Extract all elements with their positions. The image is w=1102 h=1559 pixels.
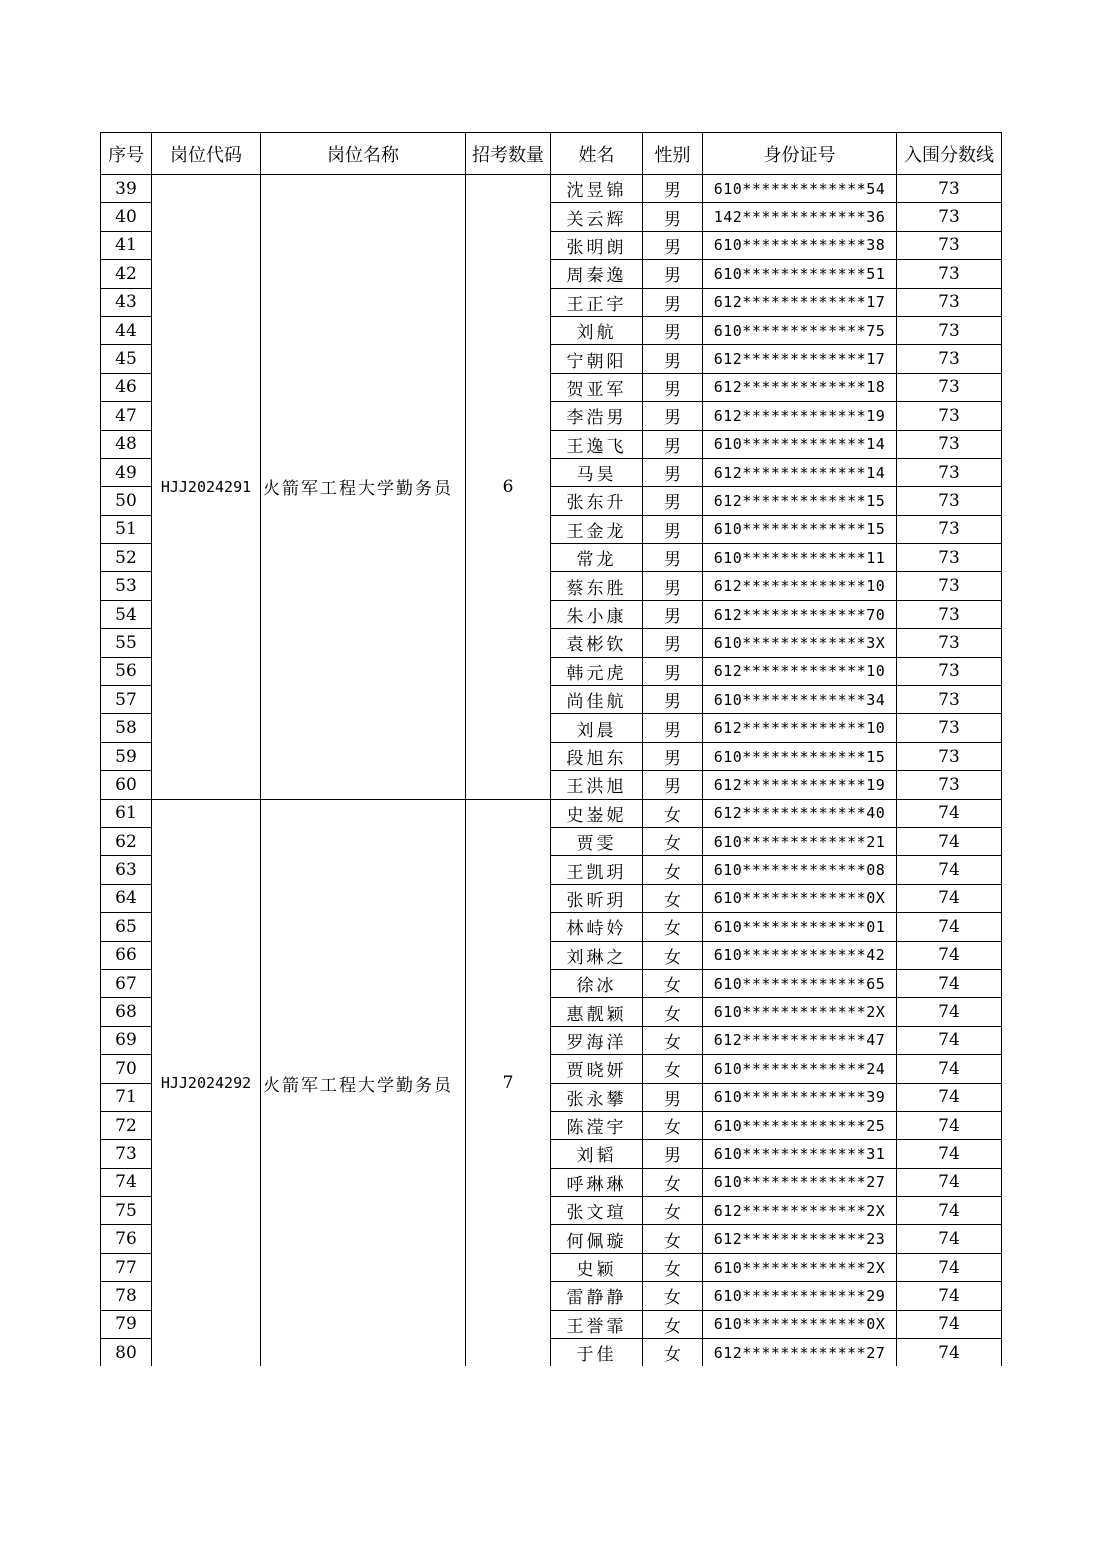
candidate-id-number: 612*************10 bbox=[703, 572, 897, 600]
header-gender: 性别 bbox=[643, 133, 703, 175]
candidate-id-number: 610*************25 bbox=[703, 1111, 897, 1139]
candidate-name: 贾晓妍 bbox=[551, 1055, 643, 1083]
candidate-name: 王逸飞 bbox=[551, 430, 643, 458]
candidate-gender: 女 bbox=[643, 1225, 703, 1253]
candidate-id-number: 612*************70 bbox=[703, 600, 897, 628]
candidate-name: 张东升 bbox=[551, 487, 643, 515]
candidate-name: 张明朗 bbox=[551, 231, 643, 259]
cutoff-score: 73 bbox=[897, 316, 1002, 344]
row-index: 44 bbox=[101, 316, 152, 344]
cutoff-score: 73 bbox=[897, 402, 1002, 430]
row-index: 39 bbox=[101, 175, 152, 203]
row-index: 48 bbox=[101, 430, 152, 458]
candidate-gender: 男 bbox=[643, 515, 703, 543]
row-index: 77 bbox=[101, 1253, 152, 1281]
candidate-id-number: 610*************38 bbox=[703, 231, 897, 259]
candidate-gender: 男 bbox=[643, 742, 703, 770]
candidate-gender: 女 bbox=[643, 1197, 703, 1225]
cutoff-score: 73 bbox=[897, 686, 1002, 714]
candidate-id-number: 612*************19 bbox=[703, 771, 897, 799]
candidate-id-number: 142*************36 bbox=[703, 203, 897, 231]
row-index: 53 bbox=[101, 572, 152, 600]
candidate-id-number: 610*************51 bbox=[703, 260, 897, 288]
candidate-id-number: 612*************40 bbox=[703, 799, 897, 827]
cutoff-score: 73 bbox=[897, 742, 1002, 770]
admission-table bbox=[100, 132, 1002, 1366]
candidate-gender: 女 bbox=[643, 1026, 703, 1054]
candidate-gender: 男 bbox=[643, 544, 703, 572]
cutoff-score: 73 bbox=[897, 345, 1002, 373]
row-index: 62 bbox=[101, 827, 152, 855]
candidate-gender: 女 bbox=[643, 1168, 703, 1196]
candidate-name: 袁彬钦 bbox=[551, 629, 643, 657]
cutoff-score: 74 bbox=[897, 1225, 1002, 1253]
candidate-name: 刘琳之 bbox=[551, 941, 643, 969]
candidate-name: 贺亚军 bbox=[551, 373, 643, 401]
candidate-id-number: 612*************47 bbox=[703, 1026, 897, 1054]
candidate-name: 王正宇 bbox=[551, 288, 643, 316]
post-code-cell: HJJ2024291 bbox=[152, 175, 261, 800]
cutoff-score: 74 bbox=[897, 913, 1002, 941]
candidate-name: 常龙 bbox=[551, 544, 643, 572]
candidate-gender: 男 bbox=[643, 572, 703, 600]
row-index: 69 bbox=[101, 1026, 152, 1054]
candidate-gender: 男 bbox=[643, 345, 703, 373]
row-index: 42 bbox=[101, 260, 152, 288]
candidate-name: 王誉霏 bbox=[551, 1310, 643, 1338]
cutoff-score: 74 bbox=[897, 1253, 1002, 1281]
header-cutoff-score: 入围分数线 bbox=[897, 133, 1002, 175]
row-index: 63 bbox=[101, 856, 152, 884]
candidate-id-number: 612*************10 bbox=[703, 657, 897, 685]
cutoff-score: 73 bbox=[897, 487, 1002, 515]
candidate-gender: 女 bbox=[643, 1282, 703, 1310]
candidate-id-number: 610*************2X bbox=[703, 1253, 897, 1281]
header-name: 姓名 bbox=[551, 133, 643, 175]
cutoff-score: 73 bbox=[897, 771, 1002, 799]
cutoff-score: 74 bbox=[897, 1168, 1002, 1196]
header-index: 序号 bbox=[101, 133, 152, 175]
candidate-id-number: 610*************2X bbox=[703, 998, 897, 1026]
cutoff-score: 74 bbox=[897, 856, 1002, 884]
candidate-name: 马昊 bbox=[551, 458, 643, 486]
candidate-id-number: 610*************0X bbox=[703, 1310, 897, 1338]
row-index: 58 bbox=[101, 714, 152, 742]
cutoff-score: 73 bbox=[897, 288, 1002, 316]
candidate-gender: 男 bbox=[643, 260, 703, 288]
candidate-name: 张永攀 bbox=[551, 1083, 643, 1111]
candidate-id-number: 612*************18 bbox=[703, 373, 897, 401]
candidate-gender: 男 bbox=[643, 203, 703, 231]
cutoff-score: 74 bbox=[897, 1055, 1002, 1083]
candidate-id-number: 610*************42 bbox=[703, 941, 897, 969]
candidate-name: 刘航 bbox=[551, 316, 643, 344]
cutoff-score: 74 bbox=[897, 1339, 1002, 1367]
candidate-id-number: 610*************54 bbox=[703, 175, 897, 203]
candidate-name: 史崟妮 bbox=[551, 799, 643, 827]
candidate-name: 雷静静 bbox=[551, 1282, 643, 1310]
row-index: 66 bbox=[101, 941, 152, 969]
cutoff-score: 73 bbox=[897, 231, 1002, 259]
row-index: 49 bbox=[101, 458, 152, 486]
row-index: 55 bbox=[101, 629, 152, 657]
candidate-name: 关云辉 bbox=[551, 203, 643, 231]
candidate-gender: 男 bbox=[643, 373, 703, 401]
candidate-gender: 男 bbox=[643, 1083, 703, 1111]
candidate-name: 张文瑄 bbox=[551, 1197, 643, 1225]
row-index: 67 bbox=[101, 969, 152, 997]
cutoff-score: 74 bbox=[897, 1310, 1002, 1338]
cutoff-score: 73 bbox=[897, 714, 1002, 742]
header-post-name: 岗位名称 bbox=[261, 133, 466, 175]
header-id-number: 身份证号 bbox=[703, 133, 897, 175]
candidate-gender: 男 bbox=[643, 288, 703, 316]
candidate-id-number: 610*************15 bbox=[703, 742, 897, 770]
header-post-code: 岗位代码 bbox=[152, 133, 261, 175]
candidate-id-number: 612*************14 bbox=[703, 458, 897, 486]
candidate-gender: 男 bbox=[643, 1140, 703, 1168]
cutoff-score: 74 bbox=[897, 941, 1002, 969]
candidate-name: 林峙妗 bbox=[551, 913, 643, 941]
candidate-id-number: 612*************17 bbox=[703, 345, 897, 373]
candidate-gender: 男 bbox=[643, 629, 703, 657]
candidate-name: 刘韬 bbox=[551, 1140, 643, 1168]
candidate-name: 刘晨 bbox=[551, 714, 643, 742]
quota-cell: 7 bbox=[466, 799, 551, 1366]
cutoff-score: 74 bbox=[897, 1197, 1002, 1225]
row-index: 54 bbox=[101, 600, 152, 628]
candidate-id-number: 610*************3X bbox=[703, 629, 897, 657]
row-index: 71 bbox=[101, 1083, 152, 1111]
candidate-gender: 男 bbox=[643, 657, 703, 685]
row-index: 80 bbox=[101, 1339, 152, 1367]
candidate-gender: 男 bbox=[643, 771, 703, 799]
row-index: 40 bbox=[101, 203, 152, 231]
candidate-name: 周秦逸 bbox=[551, 260, 643, 288]
candidate-name: 沈昱锦 bbox=[551, 175, 643, 203]
candidate-name: 韩元虎 bbox=[551, 657, 643, 685]
candidate-gender: 女 bbox=[643, 913, 703, 941]
candidate-name: 何佩璇 bbox=[551, 1225, 643, 1253]
candidate-name: 王洪旭 bbox=[551, 771, 643, 799]
candidate-name: 王凯玥 bbox=[551, 856, 643, 884]
candidate-name: 徐冰 bbox=[551, 969, 643, 997]
cutoff-score: 73 bbox=[897, 572, 1002, 600]
candidate-id-number: 610*************34 bbox=[703, 686, 897, 714]
candidate-id-number: 610*************11 bbox=[703, 544, 897, 572]
candidate-name: 陈滢宇 bbox=[551, 1111, 643, 1139]
candidate-gender: 女 bbox=[643, 1310, 703, 1338]
candidate-gender: 男 bbox=[643, 458, 703, 486]
candidate-id-number: 610*************21 bbox=[703, 827, 897, 855]
candidate-id-number: 612*************2X bbox=[703, 1197, 897, 1225]
row-index: 75 bbox=[101, 1197, 152, 1225]
row-index: 43 bbox=[101, 288, 152, 316]
candidate-name: 李浩男 bbox=[551, 402, 643, 430]
candidate-name: 尚佳航 bbox=[551, 686, 643, 714]
candidate-name: 蔡东胜 bbox=[551, 572, 643, 600]
candidate-gender: 女 bbox=[643, 884, 703, 912]
candidate-id-number: 612*************19 bbox=[703, 402, 897, 430]
candidate-name: 张昕玥 bbox=[551, 884, 643, 912]
candidate-id-number: 610*************24 bbox=[703, 1055, 897, 1083]
candidate-id-number: 612*************10 bbox=[703, 714, 897, 742]
candidate-gender: 女 bbox=[643, 1253, 703, 1281]
candidate-id-number: 610*************29 bbox=[703, 1282, 897, 1310]
post-name-cell: 火箭军工程大学勤务员 bbox=[261, 175, 466, 800]
row-index: 57 bbox=[101, 686, 152, 714]
candidate-gender: 男 bbox=[643, 487, 703, 515]
candidate-gender: 男 bbox=[643, 175, 703, 203]
candidate-name: 呼琳琳 bbox=[551, 1168, 643, 1196]
row-index: 56 bbox=[101, 657, 152, 685]
candidate-gender: 女 bbox=[643, 1339, 703, 1367]
cutoff-score: 74 bbox=[897, 799, 1002, 827]
table-body bbox=[101, 175, 1002, 1367]
candidate-id-number: 610*************01 bbox=[703, 913, 897, 941]
candidate-id-number: 612*************27 bbox=[703, 1339, 897, 1367]
candidate-id-number: 610*************27 bbox=[703, 1168, 897, 1196]
candidate-gender: 男 bbox=[643, 600, 703, 628]
cutoff-score: 74 bbox=[897, 1111, 1002, 1139]
candidate-name: 惠靓颖 bbox=[551, 998, 643, 1026]
row-index: 72 bbox=[101, 1111, 152, 1139]
candidate-id-number: 612*************17 bbox=[703, 288, 897, 316]
cutoff-score: 74 bbox=[897, 884, 1002, 912]
candidate-id-number: 610*************75 bbox=[703, 316, 897, 344]
row-index: 51 bbox=[101, 515, 152, 543]
row-index: 47 bbox=[101, 402, 152, 430]
cutoff-score: 73 bbox=[897, 629, 1002, 657]
candidate-name: 段旭东 bbox=[551, 742, 643, 770]
cutoff-score: 74 bbox=[897, 1083, 1002, 1111]
row-index: 79 bbox=[101, 1310, 152, 1338]
row-index: 68 bbox=[101, 998, 152, 1026]
row-index: 78 bbox=[101, 1282, 152, 1310]
candidate-name: 罗海洋 bbox=[551, 1026, 643, 1054]
table-row bbox=[101, 799, 1002, 827]
header-quota: 招考数量 bbox=[466, 133, 551, 175]
candidate-gender: 女 bbox=[643, 799, 703, 827]
candidate-gender: 女 bbox=[643, 998, 703, 1026]
row-index: 64 bbox=[101, 884, 152, 912]
candidate-gender: 男 bbox=[643, 316, 703, 344]
row-index: 73 bbox=[101, 1140, 152, 1168]
row-index: 65 bbox=[101, 913, 152, 941]
candidate-gender: 女 bbox=[643, 969, 703, 997]
candidate-id-number: 610*************31 bbox=[703, 1140, 897, 1168]
candidate-id-number: 610*************65 bbox=[703, 969, 897, 997]
candidate-gender: 女 bbox=[643, 1055, 703, 1083]
cutoff-score: 74 bbox=[897, 1140, 1002, 1168]
cutoff-score: 74 bbox=[897, 1282, 1002, 1310]
candidate-id-number: 610*************15 bbox=[703, 515, 897, 543]
candidate-gender: 男 bbox=[643, 430, 703, 458]
candidate-name: 朱小康 bbox=[551, 600, 643, 628]
candidate-id-number: 610*************08 bbox=[703, 856, 897, 884]
cutoff-score: 73 bbox=[897, 657, 1002, 685]
candidate-name: 于佳 bbox=[551, 1339, 643, 1367]
cutoff-score: 73 bbox=[897, 430, 1002, 458]
cutoff-score: 73 bbox=[897, 203, 1002, 231]
candidate-name: 王金龙 bbox=[551, 515, 643, 543]
row-index: 59 bbox=[101, 742, 152, 770]
candidate-id-number: 610*************39 bbox=[703, 1083, 897, 1111]
row-index: 41 bbox=[101, 231, 152, 259]
candidate-name: 宁朝阳 bbox=[551, 345, 643, 373]
post-name-cell: 火箭军工程大学勤务员 bbox=[261, 799, 466, 1366]
row-index: 76 bbox=[101, 1225, 152, 1253]
candidate-gender: 女 bbox=[643, 941, 703, 969]
cutoff-score: 74 bbox=[897, 827, 1002, 855]
row-index: 52 bbox=[101, 544, 152, 572]
cutoff-score: 74 bbox=[897, 969, 1002, 997]
candidate-gender: 男 bbox=[643, 686, 703, 714]
cutoff-score: 73 bbox=[897, 515, 1002, 543]
candidate-gender: 女 bbox=[643, 827, 703, 855]
row-index: 46 bbox=[101, 373, 152, 401]
candidate-gender: 男 bbox=[643, 231, 703, 259]
cutoff-score: 73 bbox=[897, 600, 1002, 628]
candidate-id-number: 610*************0X bbox=[703, 884, 897, 912]
cutoff-score: 73 bbox=[897, 175, 1002, 203]
candidate-id-number: 612*************23 bbox=[703, 1225, 897, 1253]
row-index: 60 bbox=[101, 771, 152, 799]
row-index: 50 bbox=[101, 487, 152, 515]
cutoff-score: 73 bbox=[897, 458, 1002, 486]
row-index: 70 bbox=[101, 1055, 152, 1083]
candidate-gender: 男 bbox=[643, 714, 703, 742]
candidate-gender: 女 bbox=[643, 856, 703, 884]
cutoff-score: 74 bbox=[897, 998, 1002, 1026]
table-row bbox=[101, 175, 1002, 203]
candidate-id-number: 610*************14 bbox=[703, 430, 897, 458]
cutoff-score: 73 bbox=[897, 373, 1002, 401]
candidate-gender: 男 bbox=[643, 402, 703, 430]
candidate-name: 贾雯 bbox=[551, 827, 643, 855]
quota-cell: 6 bbox=[466, 175, 551, 800]
candidate-id-number: 612*************15 bbox=[703, 487, 897, 515]
cutoff-score: 73 bbox=[897, 544, 1002, 572]
row-index: 74 bbox=[101, 1168, 152, 1196]
candidate-name: 史颖 bbox=[551, 1253, 643, 1281]
row-index: 61 bbox=[101, 799, 152, 827]
table-header-row bbox=[101, 133, 1002, 175]
post-code-cell: HJJ2024292 bbox=[152, 799, 261, 1366]
cutoff-score: 73 bbox=[897, 260, 1002, 288]
candidate-gender: 女 bbox=[643, 1111, 703, 1139]
cutoff-score: 74 bbox=[897, 1026, 1002, 1054]
row-index: 45 bbox=[101, 345, 152, 373]
